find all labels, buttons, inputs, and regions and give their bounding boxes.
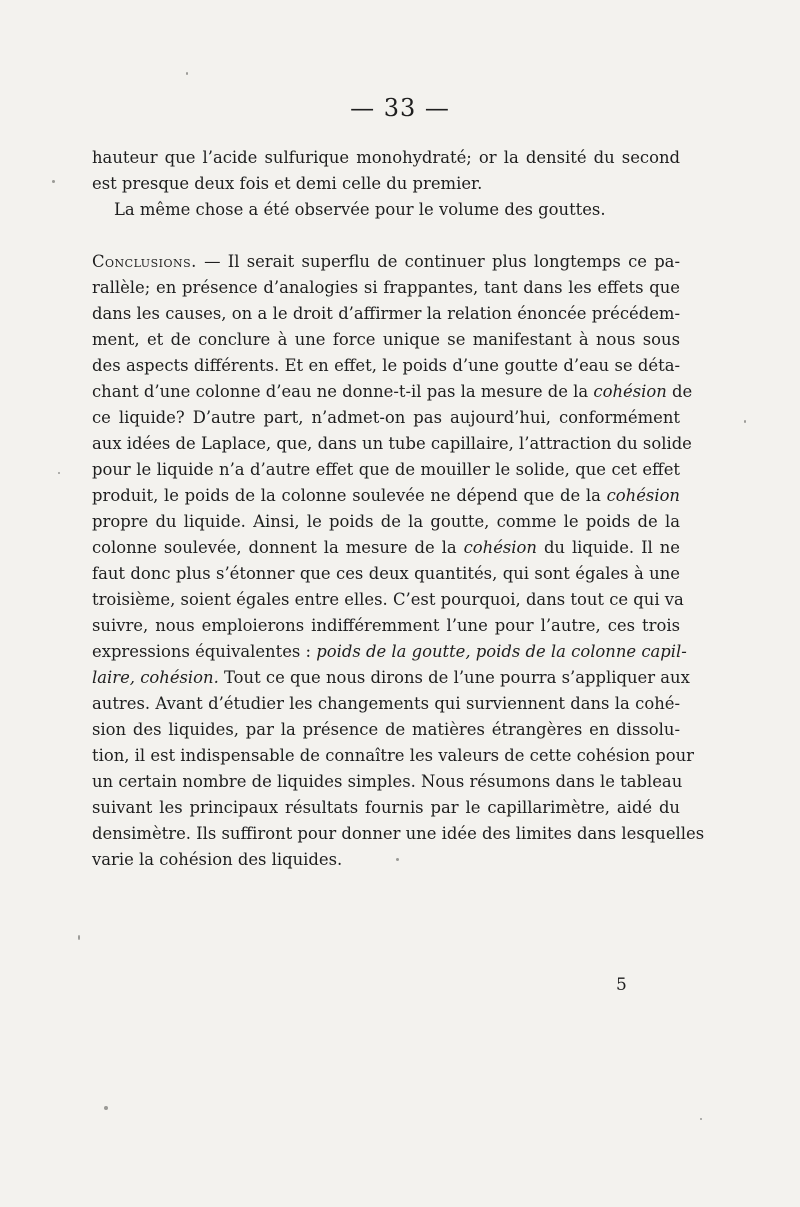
text-line: densimètre. Ils suffiront pour donner une idée des limites dans lesquelles [92,824,705,843]
signature-mark: 5 [616,975,627,995]
body-text [92,145,705,873]
text-line: varie la cohésion des liquides. [92,850,343,869]
text-line [92,379,693,405]
paper-speck [52,180,55,183]
text-line: La même chose a été observée pour le volume des gouttes. [114,200,606,219]
text-run: produit, le poids de la colonne soulevée ne dépend que de la [92,486,607,505]
text-run: chant d’une colonne d’eau ne donne-t-il pas la mesure de la [92,382,594,401]
text-line: autres. Avant d’étudier les changements qui surviennent dans la cohé- [92,694,680,713]
text-line: hauteur que l’acide sulfurique monohydraté; or la densité du second [92,148,680,167]
text-line: tion, il est indispensable de connaître les valeurs de cette cohésion pour [92,746,694,765]
paragraph-gap [92,223,680,249]
italic-term: laire, cohésion. [92,668,219,687]
text-line: ce liquide? D’autre part, n’admet-on pas aujourd’hui, conformément [92,408,680,427]
text-line [92,535,680,561]
text-run: colonne soulevée, donnent la mesure de la [92,538,464,557]
italic-term: cohésion [606,486,680,505]
text-line: suivant les principaux résultats fournis par le capillarimètre, aidé du [92,798,680,817]
text-run: du liquide. Il ne [536,538,681,557]
text-line: ment, et de conclure à une force unique se manifestant à nous sous [92,330,680,349]
text-line: est presque deux fois et demi celle du premier. [92,174,483,193]
text-line: troisième, soient égales entre elles. C’est pourquoi, dans tout ce qui va [92,590,684,609]
text-line: rallèle; en présence d’analogies si frappantes, tant dans les effets que [92,278,680,297]
text-line: suivre, nous emploierons indifféremment l’une pour l’autre, ces trois [92,616,680,635]
paper-speck [700,1118,702,1120]
text-line: aux idées de Laplace, que, dans un tube capillaire, l’attraction du solide [92,434,692,453]
text-line: sion des liquides, par la présence de matières étrangères en dissolu- [92,720,680,739]
text-run: expressions équivalentes : [92,642,317,661]
paper-speck [78,935,80,940]
italic-term: cohésion [463,538,537,557]
paper-speck [104,1106,108,1110]
italic-term: poids de la goutte, poids de la colonne capil- [316,642,687,661]
text-line: dans les causes, on a le droit d’affirmer la relation énoncée précédem- [92,304,680,323]
text-line: un certain nombre de liquides simples. Nous résumons dans le tableau [92,772,683,791]
text-line [92,639,687,665]
text-line: pour le liquide n’a d’autre effet que de mouiller le solide, que cet effet [92,460,680,479]
text-run: — Il serait superflu de continuer plus longtemps ce pa- [196,252,680,271]
text-line: faut donc plus s’étonner que ces deux quantités, qui sont égales à une [92,564,680,583]
section-label: Conclusions. [92,252,197,271]
paper-speck [744,420,746,423]
text-line [92,249,680,275]
text-run: de [666,382,693,401]
text-run: Tout ce que nous dirons de l’une pourra s’appliquer aux [218,668,690,687]
text-line: des aspects différents. Et en effet, le poids d’une goutte d’eau se déta- [92,356,680,375]
page-number: — 33 — [350,94,450,122]
text-line [92,665,690,691]
italic-term: cohésion [593,382,667,401]
text-line: propre du liquide. Ainsi, le poids de la goutte, comme le poids de la [92,512,680,531]
paper-speck [58,472,60,474]
paper-speck [186,72,188,75]
text-line [92,483,680,509]
